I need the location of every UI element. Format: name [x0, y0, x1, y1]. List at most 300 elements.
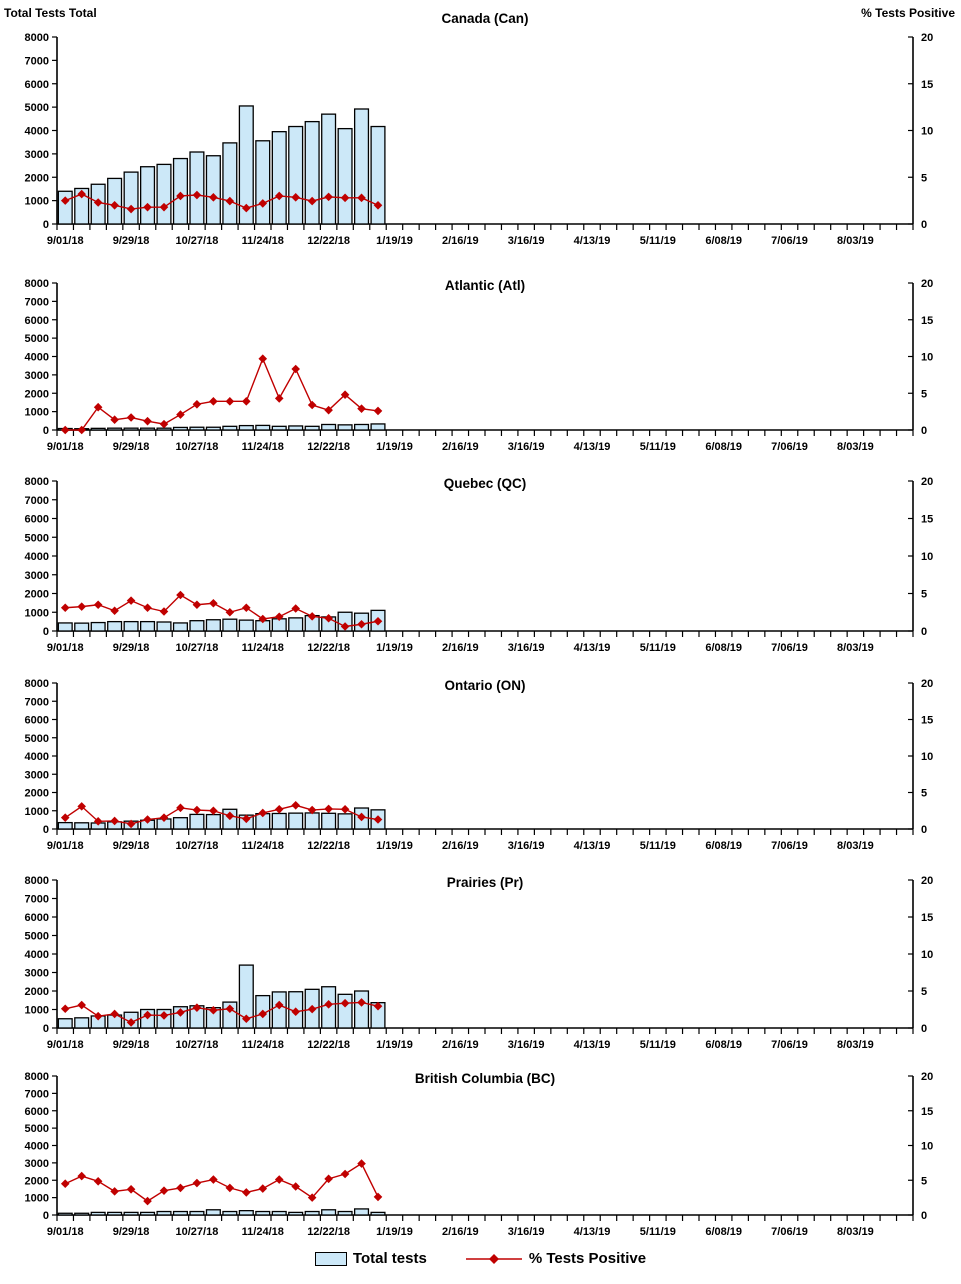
legend-item-pct-positive: [465, 1250, 646, 1267]
left-axis-tick-label: 0: [42, 219, 49, 231]
left-axis-tick-label: 7000: [24, 696, 49, 709]
left-axis-tick-label: 0: [42, 1210, 49, 1222]
total-tests-bar: [174, 427, 188, 430]
pct-positive-point: [176, 1184, 185, 1193]
total-tests-bar: [75, 1018, 89, 1028]
chart-title: Prairies (Pr): [446, 875, 524, 890]
left-axis-tick-label: 8000: [24, 32, 49, 44]
x-axis-tick-label: 3/16/19: [507, 1226, 545, 1238]
x-axis-tick-label: 3/16/19: [507, 235, 545, 247]
x-axis-tick-label: 11/24/18: [241, 235, 284, 247]
total-tests-bar: [322, 1210, 336, 1215]
total-tests-bar: [124, 1212, 138, 1215]
total-tests-bar: [272, 813, 286, 829]
total-tests-bar: [206, 1210, 220, 1215]
x-axis-tick-label: 9/29/18: [112, 235, 150, 247]
x-axis-tick-label: 1/19/19: [376, 441, 413, 453]
pct-positive-point: [77, 1001, 86, 1010]
total-tests-bar: [289, 1212, 303, 1215]
total-tests-bar: [355, 991, 369, 1028]
left-axis-tick-label: 4000: [24, 1140, 49, 1153]
x-axis-tick-label: 3/16/19: [507, 1039, 545, 1051]
x-axis-tick-label: 5/11/19: [639, 840, 676, 852]
right-axis-tick-label: 0: [921, 824, 928, 836]
pct-positive-point: [209, 806, 218, 815]
total-tests-bar: [223, 143, 237, 224]
pct-positive-point: [291, 1182, 300, 1191]
x-axis-tick-label: 7/06/19: [771, 235, 808, 247]
total-tests-bar: [371, 1212, 385, 1215]
x-axis-tick-label: 1/19/19: [376, 235, 413, 247]
total-tests-bar: [75, 1213, 89, 1215]
left-axis-tick-label: 8000: [24, 1071, 49, 1083]
total-tests-bar: [322, 114, 336, 224]
x-axis-tick-label: 8/03/19: [837, 642, 874, 654]
left-axis-tick-label: 4000: [24, 949, 49, 961]
x-axis-tick-label: 2/16/19: [441, 441, 479, 453]
x-axis-tick-label: 6/08/19: [705, 235, 743, 247]
right-axis-tick-label: 15: [921, 513, 934, 526]
left-axis-tick-label: 2000: [24, 172, 49, 185]
right-axis-tick-label: 20: [921, 678, 934, 690]
pct-positive-point: [291, 801, 300, 810]
right-axis-tick-label: 15: [921, 912, 934, 924]
left-axis-tick-label: 1000: [24, 805, 49, 818]
right-axis-tick-label: 5: [921, 388, 928, 401]
pct-positive-point: [374, 407, 383, 416]
pct-positive-point: [77, 602, 86, 611]
left-axis-tick-label: 4000: [24, 351, 49, 364]
pct-positive-point: [61, 603, 70, 612]
left-axis-title: Total Tests Total: [4, 6, 97, 20]
right-axis-tick-label: 0: [921, 626, 928, 638]
pct-positive-point: [209, 1175, 218, 1184]
total-tests-bar: [223, 619, 237, 631]
left-axis-tick-label: 3000: [24, 1157, 49, 1170]
right-axis-tick-label: 20: [921, 476, 934, 488]
left-axis-tick-label: 0: [42, 824, 49, 836]
x-axis-tick-label: 12/22/18: [307, 441, 351, 453]
right-axis-tick-label: 5: [921, 787, 928, 800]
left-axis-tick-label: 2000: [24, 1175, 49, 1188]
total-tests-bar: [141, 1212, 155, 1215]
left-axis-tick-label: 0: [42, 1023, 49, 1035]
total-tests-bar: [239, 1211, 253, 1215]
left-axis-tick-label: 1000: [24, 1004, 49, 1017]
left-axis-tick-label: 1000: [24, 607, 49, 620]
chart-qc: [25, 476, 934, 654]
left-axis-tick-label: 7000: [24, 55, 49, 68]
left-axis-tick-label: 1000: [24, 1192, 49, 1205]
right-axis-tick-label: 15: [921, 1105, 934, 1118]
right-axis-tick-label: 5: [921, 986, 928, 998]
chart-can: [25, 11, 934, 247]
pct-positive-swatch-icon: [465, 1252, 523, 1266]
pct-positive-point: [143, 603, 152, 612]
left-axis-tick-label: 2000: [24, 787, 49, 800]
right-axis-tick-label: 5: [921, 1175, 928, 1188]
pct-positive-point: [357, 1159, 366, 1168]
total-tests-bar: [289, 127, 303, 224]
total-tests-bar: [91, 428, 105, 430]
legend: [0, 1250, 961, 1267]
left-axis-tick-label: 3000: [24, 369, 49, 382]
total-tests-bar: [174, 623, 188, 631]
right-axis-tick-label: 10: [921, 551, 934, 563]
left-axis-tick-label: 0: [42, 626, 49, 638]
left-axis-tick-label: 3000: [24, 967, 49, 980]
left-axis-tick-label: 4000: [24, 551, 49, 563]
x-axis-tick-label: 4/13/19: [573, 235, 611, 247]
chart-atl: [25, 278, 934, 453]
total-tests-bar: [305, 1212, 319, 1215]
x-axis-tick-label: 2/16/19: [441, 642, 479, 654]
x-axis-tick-label: 1/19/19: [376, 840, 413, 852]
left-axis-tick-label: 7000: [24, 893, 49, 906]
pct-positive-point: [77, 1172, 86, 1181]
total-tests-bar: [190, 1212, 204, 1215]
pct-positive-point: [291, 365, 300, 374]
x-axis-tick-label: 10/27/18: [175, 642, 219, 654]
left-axis-tick-label: 5000: [24, 930, 49, 943]
right-axis-tick-label: 10: [921, 351, 934, 364]
x-axis-tick-label: 11/24/18: [241, 840, 284, 852]
x-axis-tick-label: 7/06/19: [771, 840, 808, 852]
left-axis-tick-label: 3000: [24, 148, 49, 161]
left-axis-tick-label: 5000: [24, 102, 49, 115]
pct-positive-line: [65, 1164, 378, 1202]
right-axis-tick-label: 20: [921, 1071, 934, 1083]
left-axis-tick-label: 6000: [24, 513, 49, 526]
left-axis-tick-label: 4000: [24, 751, 49, 763]
total-tests-bar: [58, 1213, 72, 1215]
total-tests-bar: [58, 191, 72, 224]
pct-positive-point: [226, 608, 235, 617]
total-tests-bar: [355, 109, 369, 224]
total-tests-bar: [272, 1212, 286, 1215]
x-axis-tick-label: 4/13/19: [573, 1226, 611, 1238]
left-axis-tick-label: 8000: [24, 875, 49, 887]
x-axis-tick-label: 9/29/18: [112, 642, 150, 654]
pct-positive-point: [110, 1187, 119, 1196]
left-axis-tick-label: 1000: [24, 406, 49, 419]
chart-title: British Columbia (BC): [414, 1071, 556, 1086]
pct-positive-point: [160, 420, 169, 429]
pct-positive-point: [275, 394, 284, 403]
total-tests-bar: [289, 426, 303, 430]
chart-bc: [25, 1071, 934, 1238]
x-axis-tick-label: 11/24/18: [241, 1039, 284, 1051]
pct-positive-point: [341, 1170, 350, 1179]
total-tests-bar: [322, 424, 336, 430]
pct-positive-point: [308, 401, 317, 410]
x-axis-tick-label: 9/01/18: [46, 642, 84, 654]
right-axis-tick-label: 15: [921, 714, 934, 727]
x-axis-tick-label: 5/11/19: [639, 642, 676, 654]
x-axis-tick-label: 10/27/18: [175, 1039, 219, 1051]
x-axis-tick-label: 9/29/18: [112, 441, 150, 453]
x-axis-tick-label: 5/11/19: [639, 1226, 676, 1238]
pct-positive-point: [193, 806, 202, 815]
x-axis-tick-label: 9/01/18: [46, 441, 84, 453]
legend-item-total-tests: [315, 1250, 427, 1267]
total-tests-bar: [58, 823, 72, 829]
total-tests-bar: [157, 1212, 171, 1215]
left-axis-tick-label: 5000: [24, 1123, 49, 1136]
total-tests-bar: [157, 622, 171, 631]
x-axis-tick-label: 9/01/18: [46, 235, 84, 247]
total-tests-bar: [124, 172, 138, 224]
left-axis-tick-label: 4000: [24, 125, 49, 138]
x-axis-tick-label: 6/08/19: [705, 840, 743, 852]
left-axis-tick-label: 8000: [24, 278, 49, 290]
pct-positive-point: [209, 599, 218, 608]
right-axis-tick-label: 20: [921, 875, 934, 887]
x-axis-tick-label: 3/16/19: [507, 642, 545, 654]
x-axis-tick-label: 4/13/19: [573, 840, 611, 852]
pct-positive-point: [324, 805, 333, 814]
chart-title: Quebec (QC): [443, 476, 527, 491]
total-tests-bar: [289, 618, 303, 631]
left-axis-tick-label: 3000: [24, 769, 49, 782]
x-axis-tick-label: 7/06/19: [771, 1226, 808, 1238]
right-axis-tick-label: 5: [921, 172, 928, 185]
x-axis-tick-label: 2/16/19: [441, 235, 479, 247]
x-axis-tick-label: 4/13/19: [573, 441, 611, 453]
chart-pr: [25, 875, 934, 1051]
left-axis-tick-label: 0: [42, 425, 49, 437]
right-axis-tick-label: 10: [921, 1140, 934, 1153]
total-tests-bar: [124, 622, 138, 631]
x-axis-tick-label: 7/06/19: [771, 441, 808, 453]
x-axis-tick-label: 11/24/18: [241, 1226, 284, 1238]
right-axis-tick-label: 15: [921, 314, 934, 327]
total-tests-bar: [256, 425, 270, 430]
pct-positive-point: [209, 397, 218, 406]
total-tests-bar: [338, 1212, 352, 1215]
total-tests-bar: [141, 428, 155, 430]
total-tests-bar: [272, 992, 286, 1028]
x-axis-tick-label: 8/03/19: [837, 840, 874, 852]
total-tests-bar: [91, 623, 105, 631]
total-tests-swatch-icon: [315, 1252, 347, 1266]
x-axis-tick-label: 3/16/19: [507, 840, 545, 852]
pct-positive-point: [275, 805, 284, 814]
total-tests-bar: [58, 623, 72, 631]
total-tests-bar: [338, 425, 352, 430]
total-tests-bar: [190, 427, 204, 430]
left-axis-tick-label: 2000: [24, 588, 49, 601]
chart-title: Canada (Can): [441, 11, 529, 26]
x-axis-tick-label: 8/03/19: [837, 235, 874, 247]
pct-positive-point: [258, 354, 267, 363]
pct-positive-point: [61, 1004, 70, 1013]
x-axis-tick-label: 2/16/19: [441, 840, 479, 852]
left-axis-tick-label: 5000: [24, 732, 49, 745]
right-axis-tick-label: 10: [921, 751, 934, 763]
x-axis-tick-label: 5/11/19: [639, 235, 676, 247]
total-tests-bar: [206, 427, 220, 430]
pct-positive-point: [374, 1193, 383, 1202]
pct-positive-point: [94, 600, 103, 609]
left-axis-tick-label: 2000: [24, 986, 49, 998]
total-tests-bar: [305, 122, 319, 224]
pct-positive-point: [341, 805, 350, 814]
total-tests-bar: [256, 141, 270, 224]
total-tests-bar: [355, 1209, 369, 1215]
total-tests-bar: [108, 428, 122, 430]
x-axis-tick-label: 1/19/19: [376, 642, 413, 654]
pct-positive-point: [127, 596, 136, 605]
x-axis-tick-label: 11/24/18: [241, 642, 284, 654]
x-axis-tick-label: 6/08/19: [705, 441, 743, 453]
pct-positive-point: [176, 410, 185, 419]
left-axis-tick-label: 3000: [24, 569, 49, 582]
total-tests-bar: [124, 428, 138, 430]
right-axis-tick-label: 20: [921, 32, 934, 44]
left-axis-tick-label: 6000: [24, 78, 49, 91]
x-axis-tick-label: 10/27/18: [175, 1226, 219, 1238]
total-tests-bar: [272, 426, 286, 430]
pct-positive-point: [291, 604, 300, 613]
chart-title: Ontario (ON): [444, 678, 526, 693]
left-axis-tick-label: 5000: [24, 333, 49, 346]
x-axis-tick-label: 10/27/18: [175, 235, 219, 247]
total-tests-bar: [157, 164, 171, 224]
total-tests-bar: [190, 814, 204, 829]
x-axis-tick-label: 8/03/19: [837, 1226, 874, 1238]
x-axis-tick-label: 6/08/19: [705, 1226, 743, 1238]
total-tests-bar: [371, 424, 385, 430]
x-axis-tick-label: 9/01/18: [46, 840, 84, 852]
x-axis-tick-label: 6/08/19: [705, 1039, 743, 1051]
left-axis-tick-label: 2000: [24, 388, 49, 401]
total-tests-bar: [58, 1019, 72, 1028]
total-tests-bar: [289, 813, 303, 829]
x-axis-tick-label: 5/11/19: [639, 1039, 676, 1051]
total-tests-bar: [322, 813, 336, 829]
chart-title: Atlantic (Atl): [444, 278, 526, 293]
pct-positive-point: [176, 804, 185, 813]
total-tests-bar: [190, 621, 204, 631]
pct-positive-point: [193, 1179, 202, 1188]
left-axis-tick-label: 6000: [24, 1105, 49, 1118]
right-axis-tick-label: 0: [921, 425, 928, 437]
total-tests-bar: [206, 620, 220, 631]
left-axis-tick-label: 6000: [24, 714, 49, 727]
left-axis-tick-label: 8000: [24, 678, 49, 690]
pct-positive-point: [242, 397, 251, 406]
x-axis-tick-label: 2/16/19: [441, 1226, 479, 1238]
x-axis-tick-label: 9/01/18: [46, 1039, 84, 1051]
pct-positive-point: [242, 1188, 251, 1197]
right-axis-tick-label: 5: [921, 588, 928, 601]
total-tests-bar: [206, 156, 220, 224]
total-tests-bar: [355, 424, 369, 430]
pct-positive-point: [143, 417, 152, 426]
pct-positive-point: [110, 606, 119, 615]
total-tests-bar: [239, 620, 253, 631]
x-axis-tick-label: 12/22/18: [307, 1039, 351, 1051]
right-axis-tick-label: 0: [921, 1023, 928, 1035]
left-axis-tick-label: 8000: [24, 476, 49, 488]
pct-positive-point: [160, 1186, 169, 1195]
pct-positive-point: [226, 397, 235, 406]
x-axis-tick-label: 3/16/19: [507, 441, 545, 453]
pct-positive-point: [94, 1177, 103, 1186]
total-tests-bar: [141, 167, 155, 224]
x-axis-tick-label: 12/22/18: [307, 1226, 351, 1238]
legend-pct-positive-label: % Tests Positive: [528, 1250, 647, 1267]
pct-positive-point: [193, 400, 202, 409]
left-axis-tick-label: 7000: [24, 494, 49, 507]
right-axis-tick-label: 20: [921, 278, 934, 290]
x-axis-tick-label: 2/16/19: [441, 1039, 479, 1051]
legend-total-tests-label: Total tests: [352, 1250, 427, 1267]
total-tests-bar: [338, 814, 352, 829]
right-axis-tick-label: 10: [921, 949, 934, 961]
x-axis-tick-label: 7/06/19: [771, 642, 808, 654]
x-axis-tick-label: 4/13/19: [573, 1039, 611, 1051]
x-axis-tick-label: 12/22/18: [307, 642, 351, 654]
pct-positive-point: [127, 413, 136, 422]
pct-positive-point: [61, 426, 70, 435]
x-axis-tick-label: 12/22/18: [307, 840, 351, 852]
x-axis-tick-label: 10/27/18: [175, 441, 219, 453]
total-tests-bar: [174, 159, 188, 224]
pct-positive-point: [193, 600, 202, 609]
x-axis-tick-label: 9/29/18: [112, 840, 150, 852]
x-axis-tick-label: 9/01/18: [46, 1226, 84, 1238]
pct-positive-point: [258, 1184, 267, 1193]
pct-positive-point: [275, 1175, 284, 1184]
x-axis-tick-label: 7/06/19: [771, 1039, 808, 1051]
pct-positive-point: [61, 813, 70, 822]
left-axis-tick-label: 6000: [24, 912, 49, 924]
right-axis-tick-label: 0: [921, 219, 928, 231]
x-axis-tick-label: 5/11/19: [639, 441, 676, 453]
total-tests-bar: [157, 428, 171, 430]
total-tests-bar: [223, 426, 237, 430]
x-axis-tick-label: 8/03/19: [837, 441, 874, 453]
total-tests-bar: [256, 1212, 270, 1215]
pct-positive-point: [242, 603, 251, 612]
left-axis-tick-label: 5000: [24, 532, 49, 545]
left-axis-tick-label: 7000: [24, 296, 49, 309]
right-axis-tick-label: 15: [921, 78, 934, 91]
x-axis-tick-label: 6/08/19: [705, 642, 743, 654]
left-axis-tick-label: 6000: [24, 314, 49, 327]
right-axis-tick-label: 10: [921, 125, 934, 138]
total-tests-bar: [174, 1212, 188, 1215]
total-tests-bar: [338, 129, 352, 224]
x-axis-tick-label: 1/19/19: [376, 1039, 413, 1051]
right-axis-title: % Tests Positive: [861, 6, 955, 20]
total-tests-bar: [272, 132, 286, 224]
x-axis-tick-label: 12/22/18: [307, 235, 351, 247]
total-tests-bar: [305, 813, 319, 829]
total-tests-bar: [141, 622, 155, 631]
chart-on: [25, 678, 934, 852]
total-tests-bar: [239, 426, 253, 430]
x-axis-tick-label: 10/27/18: [175, 840, 219, 852]
total-tests-bar: [190, 152, 204, 224]
x-axis-tick-label: 9/29/18: [112, 1226, 150, 1238]
x-axis-tick-label: 9/29/18: [112, 1039, 150, 1051]
total-tests-bar: [174, 818, 188, 829]
total-tests-bar: [223, 1212, 237, 1215]
total-tests-bar: [305, 426, 319, 430]
